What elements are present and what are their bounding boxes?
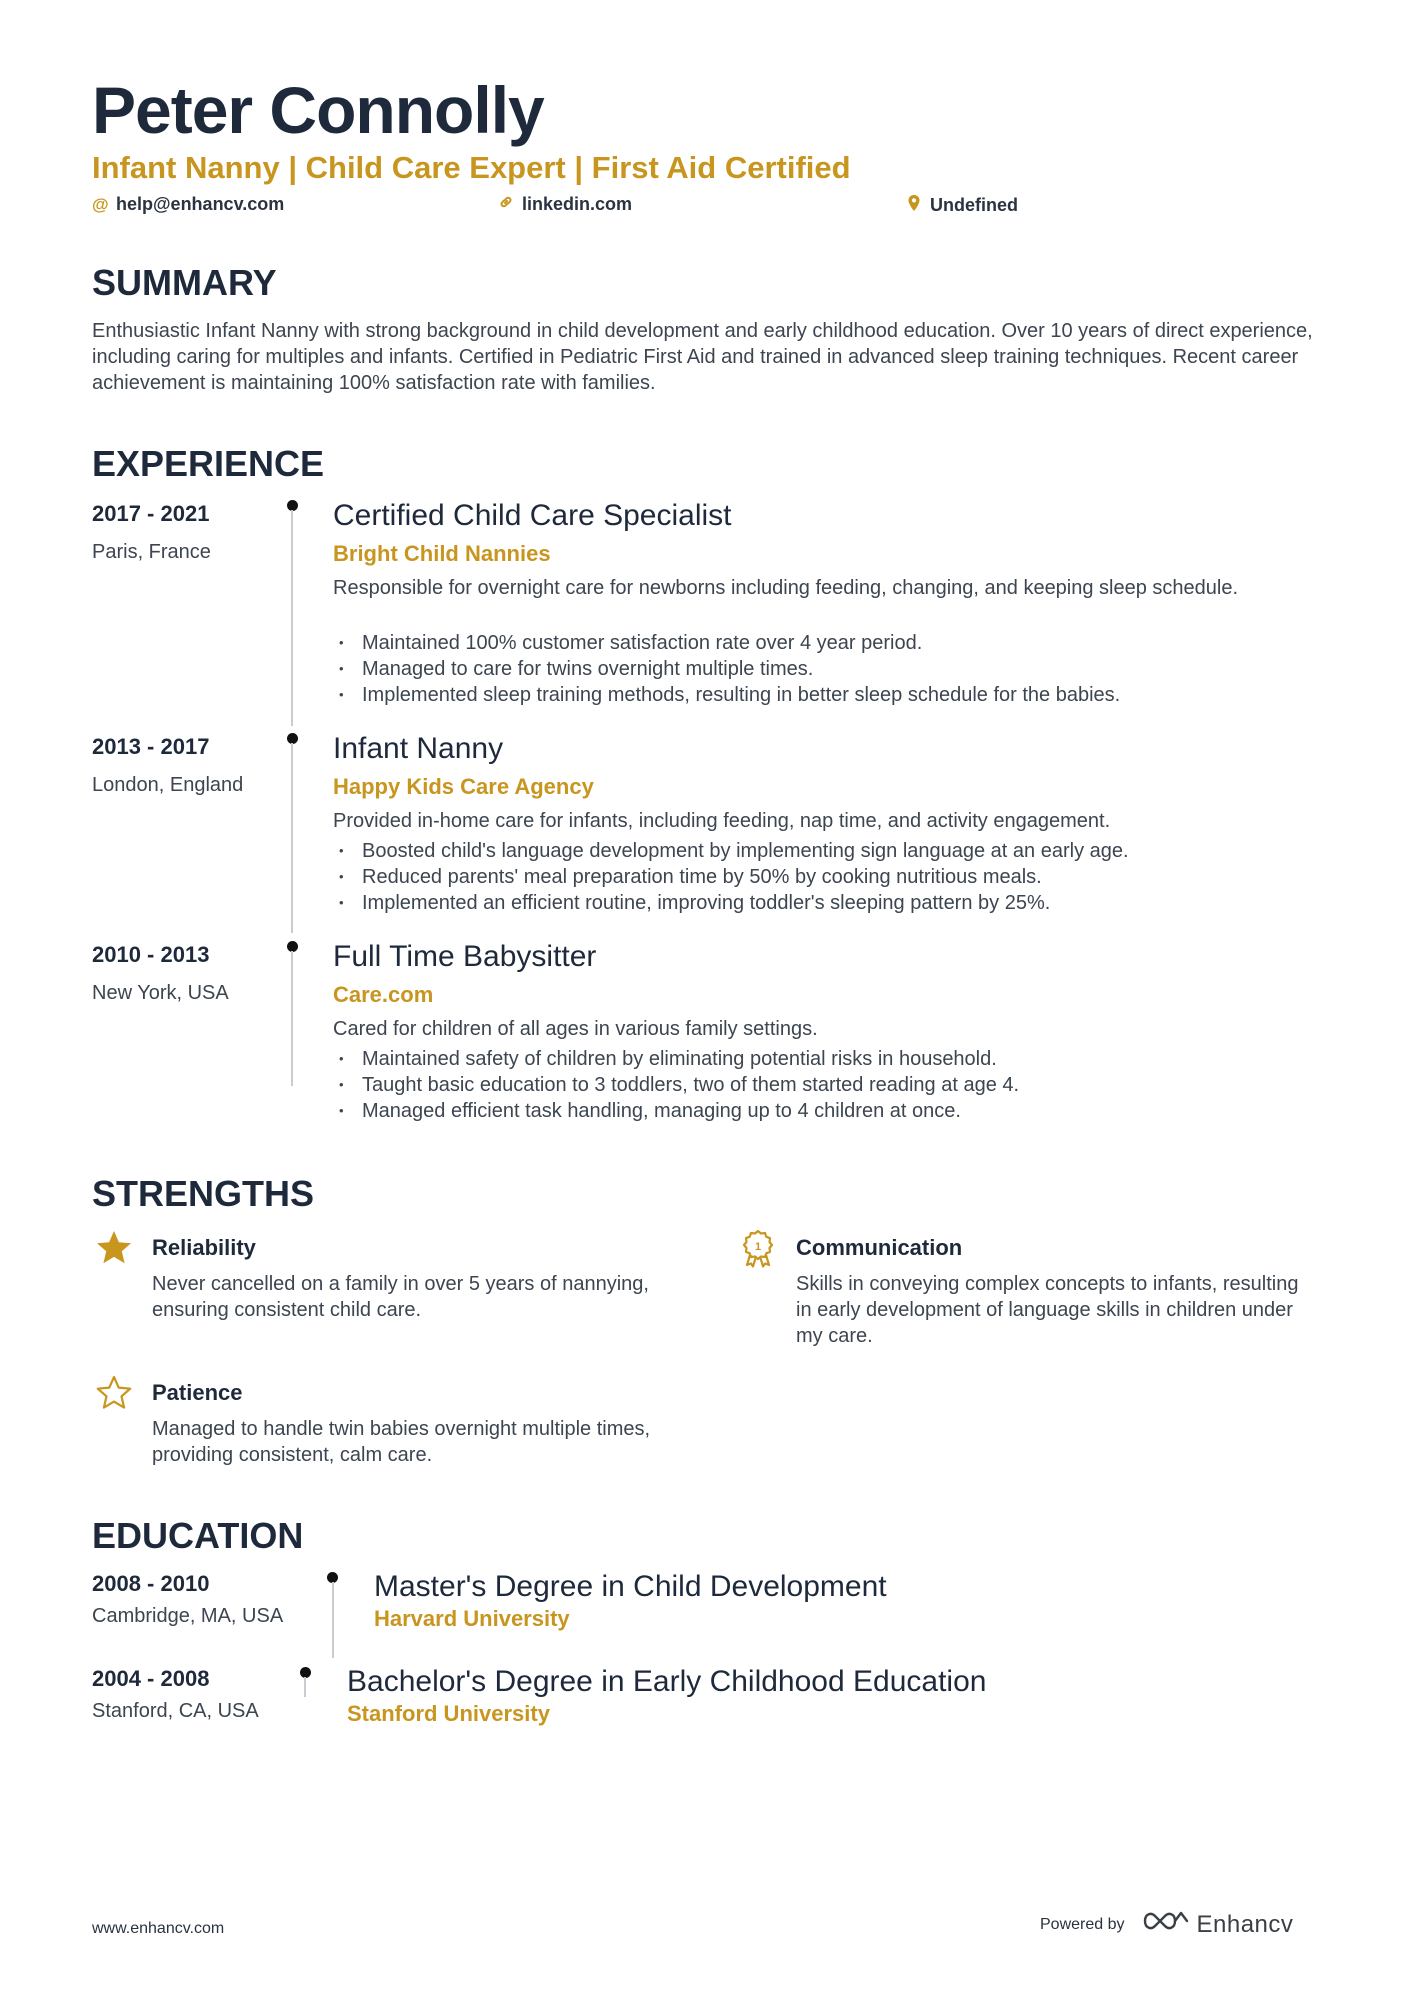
job-bullet: • Implemented sleep training methods, resulting in better sleep schedule for the babies. (333, 682, 1313, 708)
job-bullet: • Taught basic education to 3 toddlers, two of them started reading at age 4. (333, 1072, 1313, 1098)
email-text: help@enhancv.com (116, 194, 285, 214)
education-dates: 2008 - 2010 (92, 1571, 210, 1596)
job-bullets (333, 630, 1313, 708)
linkedin-text: linkedin.com (522, 194, 633, 214)
location-text: Undefined (930, 195, 1018, 215)
at-icon: @ (92, 194, 109, 214)
company-name: Happy Kids Care Agency (333, 774, 594, 799)
job-description: Provided in-home care for infants, including feeding, nap time, and activity engagement. (333, 810, 1111, 832)
education-location: Stanford, CA, USA (92, 1700, 259, 1722)
link-icon (498, 194, 514, 215)
timeline-line (332, 1582, 334, 1658)
strengths-heading: STRENGTHS (92, 1173, 315, 1214)
job-bullet: • Managed to care for twins overnight multiple times. (333, 656, 1313, 682)
candidate-name: Peter Connolly (92, 73, 544, 147)
job-title: Infant Nanny (333, 732, 504, 765)
degree-title: Bachelor's Degree in Early Childhood Education (347, 1665, 987, 1698)
footer-branding[interactable] (1040, 1908, 1293, 1941)
star-outline-icon (94, 1373, 134, 1413)
strength-title: Reliability (152, 1235, 256, 1260)
job-location: New York, USA (92, 982, 229, 1004)
location-pin-icon (906, 194, 922, 217)
job-dates: 2013 - 2017 (92, 734, 210, 759)
star-filled-icon (94, 1228, 134, 1268)
job-location: Paris, France (92, 541, 211, 563)
job-title: Full Time Babysitter (333, 940, 597, 973)
timeline-line (304, 1677, 306, 1697)
job-title: Certified Child Care Specialist (333, 499, 732, 532)
education-dates: 2004 - 2008 (92, 1666, 210, 1691)
svg-text:1: 1 (754, 1241, 762, 1253)
strength-title: Patience (152, 1380, 243, 1405)
job-dates: 2010 - 2013 (92, 942, 210, 967)
job-bullet: • Reduced parents' meal preparation time by 50% by cooking nutritious meals. (333, 864, 1313, 890)
company-name: Bright Child Nannies (333, 541, 551, 566)
job-bullets (333, 1046, 1313, 1124)
job-bullet: • Maintained safety of children by eliminating potential risks in household. (333, 1046, 1313, 1072)
candidate-headline: Infant Nanny | Child Care Expert | First Aid Certified (92, 150, 851, 185)
education-heading: EDUCATION (92, 1515, 304, 1556)
timeline-line (291, 743, 293, 933)
enhancv-logo-icon (1141, 1908, 1189, 1941)
experience-heading: EXPERIENCE (92, 443, 325, 484)
strength-description: Skills in conveying complex concepts to infants, resulting in early development of language skills in children under my care. (796, 1273, 1299, 1347)
job-location: London, England (92, 774, 244, 796)
summary-heading: SUMMARY (92, 262, 277, 303)
job-description: Cared for children of all ages in various family settings. (333, 1018, 818, 1040)
brand-name: Enhancv (1196, 1910, 1294, 1938)
timeline-line (291, 510, 293, 726)
job-bullet: • Maintained 100% customer satisfaction rate over 4 year period. (333, 630, 1313, 656)
strength-description: Managed to handle twin babies overnight multiple times, providing consistent, calm care. (152, 1418, 651, 1466)
powered-by-label: Powered by (1040, 1915, 1125, 1933)
contact-email[interactable] (92, 194, 284, 215)
job-dates: 2017 - 2021 (92, 501, 210, 526)
company-name: Care.com (333, 982, 434, 1007)
contact-linkedin[interactable] (498, 194, 632, 215)
job-bullet: • Implemented an efficient routine, improving toddler's sleeping pattern by 25%. (333, 890, 1313, 916)
award-ribbon-icon (738, 1228, 778, 1268)
contact-location (906, 194, 1018, 217)
job-bullet: • Boosted child's language development by implementing sign language at an early age. (333, 838, 1313, 864)
job-bullet: • Managed efficient task handling, managing up to 4 children at once. (333, 1098, 1313, 1124)
footer-website[interactable]: www.enhancv.com (92, 1920, 225, 1937)
school-name: Stanford University (347, 1701, 550, 1726)
strength-description: Never cancelled on a family in over 5 years of nannying, ensuring consistent child care. (152, 1273, 649, 1321)
job-bullets (333, 838, 1313, 916)
timeline-line (291, 951, 293, 1086)
enhancv-logo (1141, 1908, 1294, 1941)
school-name: Harvard University (374, 1606, 570, 1631)
summary-text: Enthusiastic Infant Nanny with strong background in child development and early childhood education. Over 10 years of direct experience, including caring for multiples and infants. Certified in Pediatric First Aid and trained in advanced sleep training techniques. Recent career achievement is maintaining 100% satisfaction rate with families. (92, 320, 1313, 394)
education-location: Cambridge, MA, USA (92, 1605, 284, 1627)
strength-title: Communication (796, 1235, 963, 1260)
job-description: Responsible for overnight care for newborns including feeding, changing, and keeping sleep schedule. (333, 577, 1239, 599)
degree-title: Master's Degree in Child Development (374, 1570, 887, 1603)
